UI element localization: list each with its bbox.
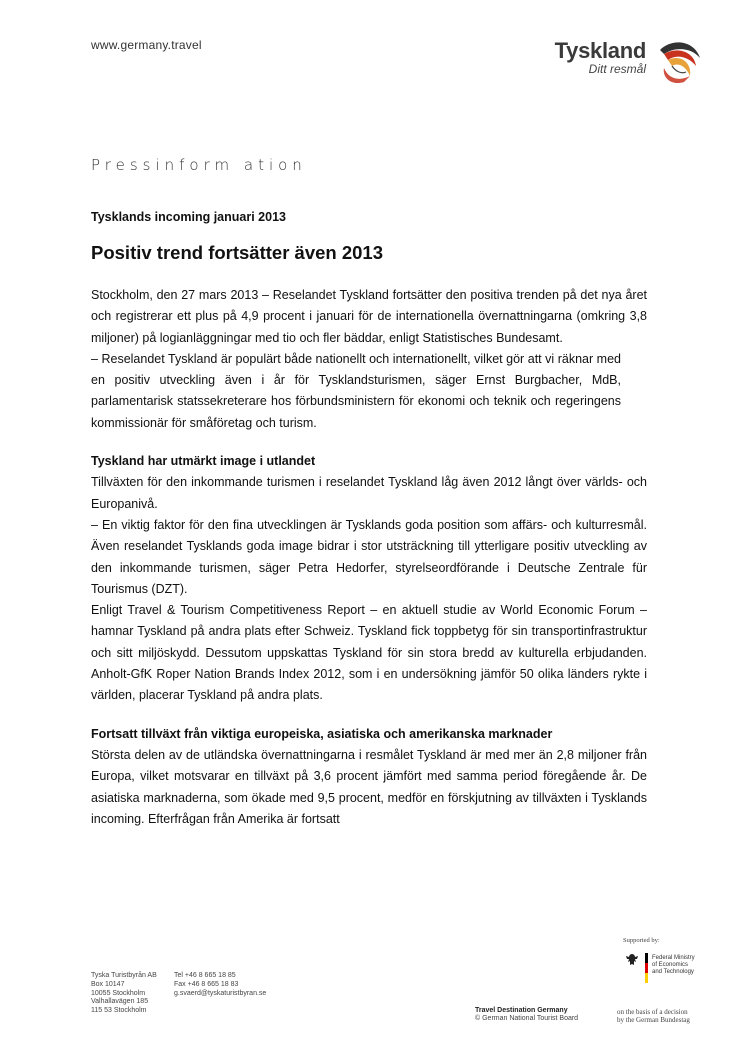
bundestag-basis xyxy=(617,1008,690,1024)
email-link[interactable]: g.svaerd@tyskaturistbyran.se xyxy=(174,989,267,997)
section-heading-markets: Fortsatt tillväxt från viktiga europeiska, asiatiska och amerikanska marknader xyxy=(91,726,553,741)
logo-subtitle: Ditt resmål xyxy=(588,62,646,76)
address-line: Box 10147 xyxy=(91,980,125,988)
ministry-line: Federal Ministry xyxy=(652,955,695,961)
basis-line: on the basis of a decision xyxy=(617,1008,688,1016)
press-body xyxy=(91,285,647,830)
address-line: 10055 Stockholm xyxy=(91,989,146,997)
ministry-line: of Economics xyxy=(652,962,689,968)
document-subheading: Tysklands incoming januari 2013 xyxy=(91,210,286,224)
phone-number: Tel +46 8 665 18 85 xyxy=(174,972,236,979)
paragraph-quote-hedorfer: – En viktig faktor för den fina utvecklingen är Tysklands goda position som affärs- och kulturresmål. Även reselandet Tysklands goda image bidrar i stor utsträckning till ytterligare positiv utveckling av den inkommande turismen, säger Petra Hedorfer, styrelseordförande i Deutsche Zentrale für Tourismus (DZT). xyxy=(91,517,647,596)
paragraph-quote-burgbacher: – Reselandet Tyskland är populärt både nationellt och internationellt, vilket gör att vi räknar med en positiv utveckling även i år för Tysklandsturismen, säger Ernst Burgbacher, MdB, parlamentarisk statssekreterare hos förbundsministern för ekonomi och teknik och regeringens kommissionär för småföretag och turism. xyxy=(91,351,621,430)
address-line: Valhallavägen 185 xyxy=(91,998,149,1006)
website-url[interactable]: www.germany.travel xyxy=(91,38,202,52)
ministry-name xyxy=(652,955,695,976)
footer-address xyxy=(91,972,157,1016)
address-line: 115 53 Stockholm xyxy=(91,1007,147,1015)
tdg-title: Travel Destination Germany xyxy=(475,1007,568,1014)
paragraph-markets: Största delen av de utländska övernattningarna i resmålet Tyskland är med mer än 2,8 miljoner från Europa, vilket motsvarar en tillväxt på 3,6 procent jämfört med samma period föregående år. De asiatiska marknaderna, som ökade med 9,5 procent, medför en förskjutning av tillväxten i Tysklands incoming. Efterfrågan från Amerika är fortsatt xyxy=(91,747,647,826)
ministry-line: and Technology xyxy=(652,969,694,975)
supported-by-label: Supported by: xyxy=(623,937,660,944)
logo-title: Tyskland xyxy=(554,38,646,63)
tyskland-swirl-logo-icon xyxy=(654,36,704,88)
tdg-subtitle: © German National Tourist Board xyxy=(475,1015,579,1022)
basis-line: by the German Bundestag xyxy=(617,1016,690,1024)
paragraph-growth: Tillväxten för den inkommande turismen i reselandet Tyskland låg även 2012 långt över världs- och Europanivå. xyxy=(91,475,647,511)
footer-contact xyxy=(174,972,266,998)
german-flag-bar xyxy=(645,953,648,983)
document-headline: Positiv trend fortsätter även 2013 xyxy=(91,242,383,263)
federal-eagle-icon xyxy=(625,953,639,967)
address-line: Tyska Turistbyrån AB xyxy=(91,972,157,979)
fax-number: Fax +46 8 665 18 83 xyxy=(174,980,239,988)
brand-logo-text xyxy=(555,40,646,76)
press-info-kicker: Pressinform ation xyxy=(91,156,307,174)
paragraph-intro: Stockholm, den 27 mars 2013 – Reselandet Tyskland fortsätter den positiva trenden på det nya året och registrerar ett plus på 4,9 procent i januari för de internationella övernattningarna (omkring 3,8 miljoner) på logianläggningar med tio och fler bäddar, enligt Statistisches Bundesamt. xyxy=(91,288,647,345)
footer-tdg xyxy=(475,1007,578,1023)
section-heading-image: Tyskland har utmärkt image i utlandet xyxy=(91,454,316,469)
paragraph-competitiveness: Enligt Travel & Tourism Competitiveness Report – en aktuell studie av World Economic Forum – hamnar Tyskland på andra plats efter Schweiz. Tyskland fick toppbetyg för sin transportinfrastruktur och sitt miljöskydd. Dessutom uppskattas Tyskland för sin stora bredd av kulturella erbjudanden. Anholt-GfK Roper Nation Brands Index 2012, som i en undersökning jämför 50 olika länders rykte i världen, placerar Tyskland på andra plats. xyxy=(91,603,647,703)
